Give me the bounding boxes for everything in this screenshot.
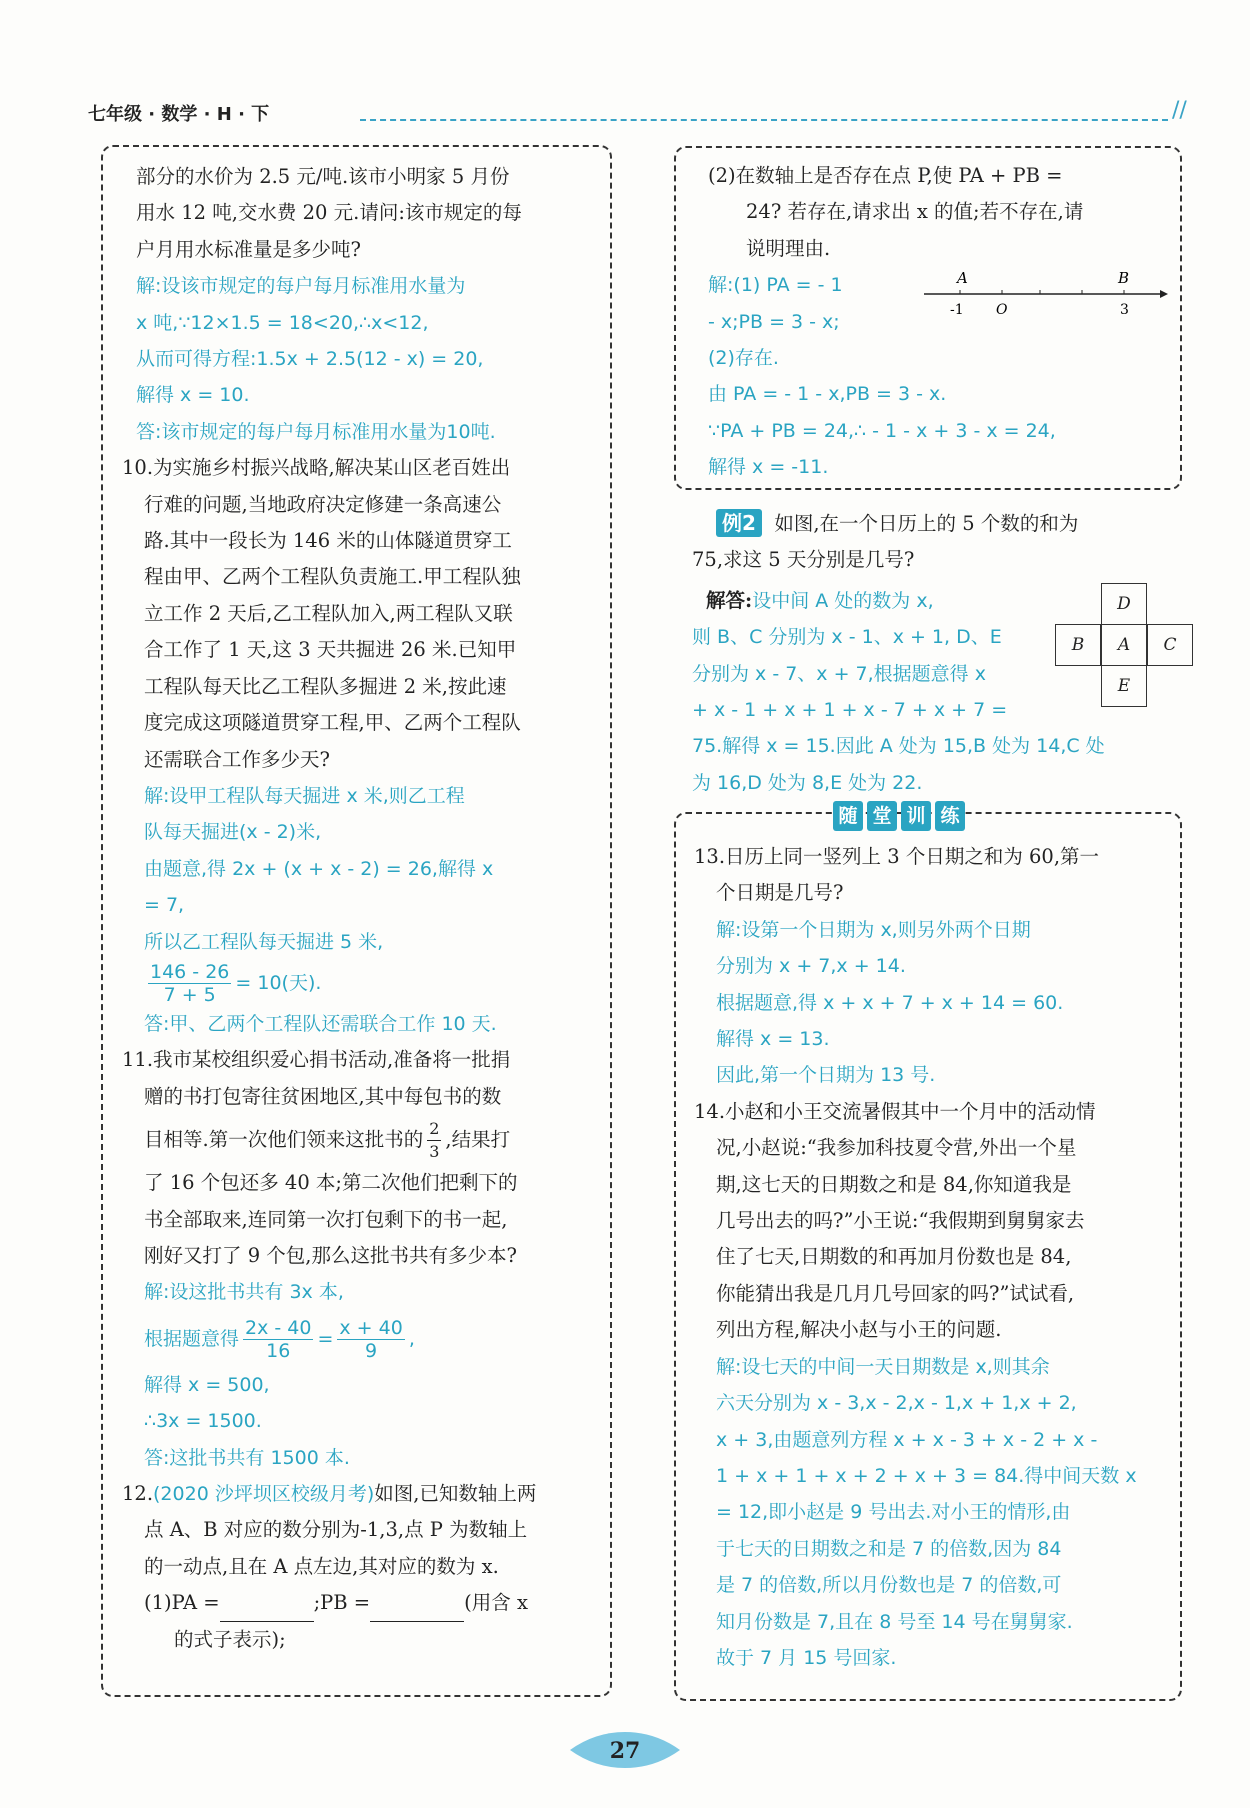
cell-a: A: [1101, 624, 1147, 666]
q11-answer-line: 解:设这批书共有 3x 本,: [144, 1281, 344, 1304]
q10-answer-line: 解:设甲工程队每天掘进 x 米,则乙工程: [144, 784, 465, 807]
q14-line: 期,这七天的日期数之和是 84,你知道我是: [716, 1172, 1072, 1196]
q9-line: 部分的水价为 2.5 元/吨.该市小明家 5 月份: [136, 165, 510, 188]
q9-line: 户月用水标准量是多少吨?: [136, 237, 361, 261]
q10-line: 工程队每天比乙工程队多掘进 2 米,按此速: [144, 674, 507, 698]
q12-line: [122, 1585, 602, 1621]
q11-fraction-right: [337, 1317, 404, 1362]
q12-text: (用含 x: [464, 1591, 528, 1615]
q12-line: [122, 1476, 602, 1512]
example-answer-line: 分别为 x - 7、x + 7,根据题意得 x: [692, 662, 986, 685]
fraction-denominator: 3: [429, 1142, 440, 1162]
q9-line: 用水 12 吨,交水费 20 元.请问:该市规定的每: [136, 201, 522, 225]
q13-answer-line: 解得 x = 13.: [716, 1028, 830, 1051]
arrow-icon: [1160, 290, 1168, 298]
fraction-denominator: 16: [266, 1339, 291, 1362]
badge-char: 训: [901, 801, 931, 831]
tick-label: 3: [1120, 302, 1129, 318]
example-answer-line: + x - 1 + x + 1 + x - 7 + x + 7 =: [692, 699, 1008, 722]
page-header: 七年级 · 数学 · H · 下: [88, 104, 270, 125]
fraction-numerator: 146 - 26: [150, 960, 230, 983]
practice-badge: [833, 801, 965, 831]
cell-b: B: [1055, 624, 1101, 666]
q13-answer-line: 分别为 x + 7,x + 14.: [716, 955, 906, 978]
q10-fraction: [148, 961, 231, 1006]
equation-text: ,: [408, 1327, 415, 1350]
q10-line: 10.为实施乡村振兴战略,解决某山区老百姓出: [122, 456, 511, 480]
q12b-line: (2)在数轴上是否存在点 P,使 PA + PB =: [708, 164, 1063, 187]
q10-line: 度完成这项隧道贯穿工程,甲、乙两个工程队: [144, 711, 521, 735]
q14-line: 列出方程,解决小赵与小王的问题.: [716, 1318, 1002, 1342]
q12-answer-line: 由 PA = - 1 - x,PB = 3 - x.: [708, 383, 947, 406]
q14-line: 况,小赵说:“我参加科技夏令营,外出一个星: [716, 1136, 1077, 1160]
q10-line: 还需联合工作多少天?: [144, 747, 330, 771]
q14-line: 14.小赵和小王交流暑假其中一个月中的活动情: [694, 1099, 1096, 1123]
equals-sign: =: [317, 1327, 334, 1350]
badge-char: 练: [935, 801, 965, 831]
q12-answer-line: ∵PA + PB = 24,∴ - 1 - x + 3 - x = 24,: [708, 419, 1056, 442]
q14-line: 你能猜出我是几月几号回家的吗?”试试看,: [716, 1281, 1075, 1305]
q9-answer-line: 解得 x = 10.: [136, 384, 250, 407]
q14-answer-line: x + 3,由题意列方程 x + x - 3 + x - 2 + x -: [716, 1428, 1098, 1451]
q14-answer-line: 1 + x + 1 + x + 2 + x + 3 = 84.得中间天数 x: [716, 1464, 1137, 1487]
q14-answer-line: = 12,即小赵是 9 号出去.对小王的情形,由: [716, 1501, 1071, 1524]
pa-answer-blank[interactable]: [220, 1601, 314, 1622]
page-number: 27: [609, 1738, 641, 1764]
left-column: [122, 159, 602, 1658]
cell-e: E: [1101, 665, 1147, 707]
q9-answer-line: 解:设该市规定的每户每月标准用水量为: [136, 275, 466, 298]
q10-line: 合工作了 1 天,这 3 天共掘进 26 米.已知甲: [144, 638, 517, 662]
q12-answer-line: (2)存在.: [708, 347, 779, 370]
badge-char: 随: [833, 801, 863, 831]
q10-conclusion: 答:甲、乙两个工程队还需联合工作 10 天.: [144, 1012, 497, 1035]
cell-c: C: [1147, 624, 1193, 666]
q12-number: 12.: [122, 1482, 154, 1505]
q11-fraction-line: [122, 1115, 602, 1165]
q9-answer-line: 从而可得方程:1.5x + 2.5(12 - x) = 20,: [136, 348, 484, 371]
q11-line: 刚好又打了 9 个包,那么这批书共有多少本?: [144, 1243, 517, 1267]
q13-answer-line: 解:设第一个日期为 x,则另外两个日期: [716, 918, 1031, 941]
q9-answer-line: 答:该市规定的每户每月标准用水量为10吨.: [136, 420, 496, 443]
q12-text: 如图,已知数轴上两: [374, 1482, 537, 1505]
q12-line: 的式子表示);: [174, 1627, 286, 1651]
tick-label: O: [996, 302, 1008, 318]
q11-fraction: [427, 1118, 441, 1163]
q12-answer-line: 解得 x = -11.: [708, 456, 829, 479]
q10-answer-line: 由题意,得 2x + (x + x - 2) = 26,解得 x: [144, 857, 494, 880]
q12-answer-line: 解:(1) PA = - 1: [708, 274, 843, 297]
q10-answer-line: 队每天掘进(x - 2)米,: [144, 821, 322, 844]
q14-answer-line: 解:设七天的中间一天日期数是 x,则其余: [716, 1355, 1050, 1378]
page-number-badge: [570, 1730, 680, 1770]
q14-answer-line: 知月份数是 7,且在 8 号至 14 号在舅舅家.: [716, 1610, 1073, 1633]
fraction-denominator: 9: [365, 1339, 378, 1362]
q12-answer-line: - x;PB = 3 - x;: [708, 310, 840, 333]
q14-answer-line: 是 7 的倍数,所以月份数也是 7 的倍数,可: [716, 1574, 1062, 1597]
q13-line: 13.日历上同一竖列上 3 个日期之和为 60,第一: [694, 845, 1100, 868]
q12-line: 的一动点,且在 A 点左边,其对应的数为 x.: [144, 1554, 499, 1578]
q9-answer-line: x 吨,∵12×1.5 = 18<20,∴x<12,: [136, 311, 429, 334]
point-a-label: A: [957, 269, 968, 287]
q10-answer-line: 所以乙工程队每天掘进 5 米,: [144, 930, 384, 953]
q10-line: 立工作 2 天后,乙工程队加入,两工程队又联: [144, 601, 513, 625]
example-answer-line: 则 B、C 分别为 x - 1、x + 1, D、E: [692, 626, 1002, 649]
q11-line: 书全部取来,连同第一次打包剩下的书一起,: [144, 1207, 508, 1231]
q11-text: ,结果打: [445, 1128, 511, 1152]
q13-line: 个日期是几号?: [716, 881, 844, 905]
tick-label: -1: [950, 302, 964, 318]
example-tag: 例2: [716, 509, 762, 537]
q10-line: 行难的问题,当地政府决定修建一条高速公: [144, 492, 502, 516]
q13-answer-line: 根据题意,得 x + x + 7 + x + 14 = 60.: [716, 991, 1064, 1014]
q12-line: 点 A、B 对应的数分别为-1,3,点 P 为数轴上: [144, 1518, 528, 1542]
answer-label: 解答:: [706, 588, 753, 612]
q10-line: 程由甲、乙两个工程队负责施工.甲工程队独: [144, 565, 521, 589]
header-divider: [360, 119, 1168, 121]
badge-char: 堂: [867, 801, 897, 831]
q11-answer-line: ∴3x = 1500.: [144, 1410, 262, 1433]
header-mark: //: [1172, 98, 1187, 123]
cell-d: D: [1101, 583, 1147, 625]
q14-line: 住了七天,日期数的和再加月份数也是 84,: [716, 1245, 1072, 1269]
fraction-numerator: 2x - 40: [245, 1316, 312, 1339]
q10-fraction-line: [122, 960, 602, 1006]
equation-text: 根据题意得: [144, 1327, 240, 1350]
example-answer-line: 75.解得 x = 15.因此 A 处为 15,B 处为 14,C 处: [692, 735, 1105, 758]
q12-text: ;PB =: [313, 1591, 371, 1615]
example-answer-line: 为 16,D 处为 8,E 处为 22.: [692, 771, 923, 794]
fraction-result: = 10(天).: [235, 971, 322, 994]
q11-line: 11.我市某校组织爱心捐书活动,准备将一批捐: [122, 1048, 511, 1072]
q14-line: 几号出去的吗?”小王说:“我假期到舅舅家去: [716, 1209, 1085, 1233]
fraction-numerator: x + 40: [339, 1316, 403, 1339]
point-b-label: B: [1118, 269, 1130, 287]
q11-fraction-left: [243, 1317, 313, 1362]
q10-line: 路.其中一段长为 146 米的山体隧道贯穿工: [144, 529, 512, 553]
q14-answer-line: 于七天的日期数之和是 7 的倍数,因为 84: [716, 1537, 1062, 1560]
pb-answer-blank[interactable]: [370, 1601, 464, 1622]
example-text: 如图,在一个日历上的 5 个数的和为: [774, 512, 1079, 535]
example-2-line: [692, 506, 1192, 542]
q12b-line: 说明理由.: [746, 236, 831, 260]
q14-answer-line: 故于 7 月 15 号回家.: [716, 1646, 897, 1669]
q11-text: 目相等.第一次他们领来这批书的: [144, 1128, 424, 1152]
fraction-denominator: 7 + 5: [163, 983, 216, 1006]
right-column-bottom: [694, 839, 1184, 1676]
q14-answer-line: 六天分别为 x - 3,x - 2,x - 1,x + 1,x + 2,: [716, 1392, 1077, 1415]
q12-source: (2020 沙坪坝区校级月考): [153, 1483, 375, 1505]
q12b-line: 24? 若存在,请求出 x 的值;若不存在,请: [746, 200, 1084, 224]
q11-answer-line: 答:这批书共有 1500 本.: [144, 1446, 350, 1469]
q12-text: (1)PA =: [144, 1591, 220, 1615]
q11-answer-line: 解得 x = 500,: [144, 1373, 270, 1396]
fraction-numerator: 2: [427, 1118, 441, 1141]
q11-line: 了 16 个包还多 40 本;第二次他们把剩下的: [144, 1171, 518, 1195]
answer-text: 设中间 A 处的数为 x,: [752, 589, 934, 612]
q10-answer-line: = 7,: [144, 894, 185, 917]
example-2-line: 75,求这 5 天分别是几号?: [692, 548, 915, 572]
q11-equation: [122, 1311, 602, 1367]
number-line-diagram: [920, 266, 1170, 322]
q13-answer-line: 因此,第一个日期为 13 号.: [716, 1064, 936, 1087]
q11-line: 赠的书打包寄往贫困地区,其中每包书的数: [144, 1084, 502, 1108]
